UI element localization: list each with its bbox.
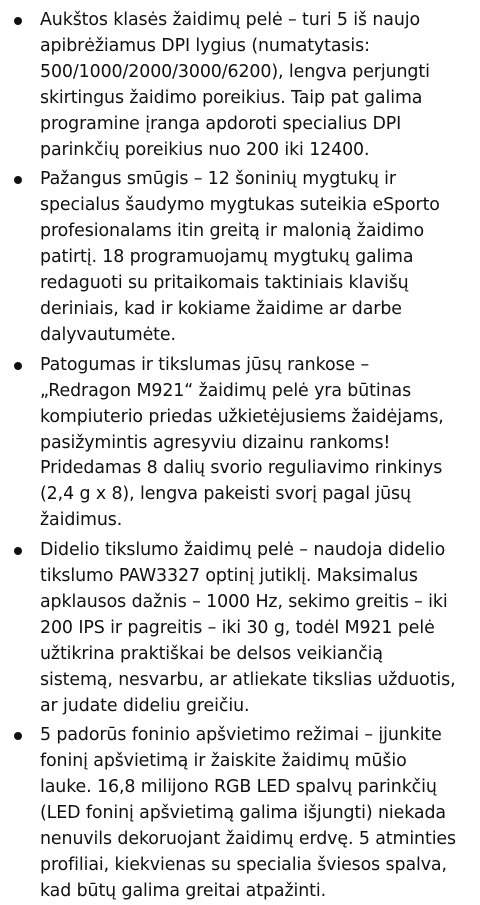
feature-bullet-buttons bbox=[10, 167, 458, 348]
feature-bullet-text: Aukštos klasės žaidimų pelė – turi 5 iš naujo apibrėžiamus DPI lygius (numatytasis: 500/1000/2000/3000/6200), lengva perjungti skirtingus žaidimo poreikius. Taip pat galima programine įranga apdoroti specialius DPI parinkčių poreikius nuo 200 iki 12400. bbox=[40, 10, 430, 160]
feature-bullet-text: Pažangus smūgis – 12 šoninių mygtukų ir specialus šaudymo mygtukas suteikia eSporto profesionalams itin greitą ir malonią žaidimo patirtį. 18 programuojamų mygtukų galima redaguoti su pritaikomais taktiniais klavišų deriniais, kad ir kokiame žaidime ar darbe dalyvautumėte. bbox=[40, 169, 440, 345]
feature-bullet-comfort bbox=[10, 353, 458, 534]
bullet-dot-icon bbox=[14, 362, 22, 370]
feature-bullet-list bbox=[10, 8, 458, 905]
bullet-dot-icon bbox=[14, 732, 22, 740]
feature-bullet-text: Didelio tikslumo žaidimų pelė – naudoja didelio tikslumo PAW3327 optinį jutiklį. Maksimalus apklausos dažnis – 1000 Hz, sekimo greitis – iki 200 IPS ir pagreitis – iki 30 g, todėl M921 pelė užtikrina praktiškai be delsos veikiančią sistemą, nesvarbu, ar atliekate tikslias užduotis, ar judate dideliu greičiu. bbox=[40, 540, 456, 716]
feature-bullet-text: 5 padorūs foninio apšvietimo režimai – įjunkite foninį apšvietimą ir žaiskite žaidimų mūšio lauke. 16,8 milijono RGB LED spalvų parinkčių (LED foninį apšvietimą galima išjungti) niekada nenuvils dekoruojant žaidimų erdvę. 5 atminties profiliai, kiekvienas su specialia šviesos spalva, kad būtų galima greitai atpažinti. bbox=[40, 725, 456, 901]
bullet-dot-icon bbox=[14, 547, 22, 555]
feature-bullet-sensor bbox=[10, 538, 458, 719]
bullet-dot-icon bbox=[14, 17, 22, 25]
feature-bullet-dpi bbox=[10, 8, 458, 163]
bullet-dot-icon bbox=[14, 176, 22, 184]
feature-bullet-lighting bbox=[10, 723, 458, 904]
feature-bullet-text: Patogumas ir tikslumas jūsų rankose – „Redragon M921“ žaidimų pelė yra būtinas kompiuterio priedas užkietėjusiems žaidėjams, pasižymintis agresyviu dizainu rankoms! Pridedamas 8 dalių svorio reguliavimo rinkinys (2,4 g x 8), lengva pakeisti svorį pagal jūsų žaidimus. bbox=[40, 354, 444, 531]
